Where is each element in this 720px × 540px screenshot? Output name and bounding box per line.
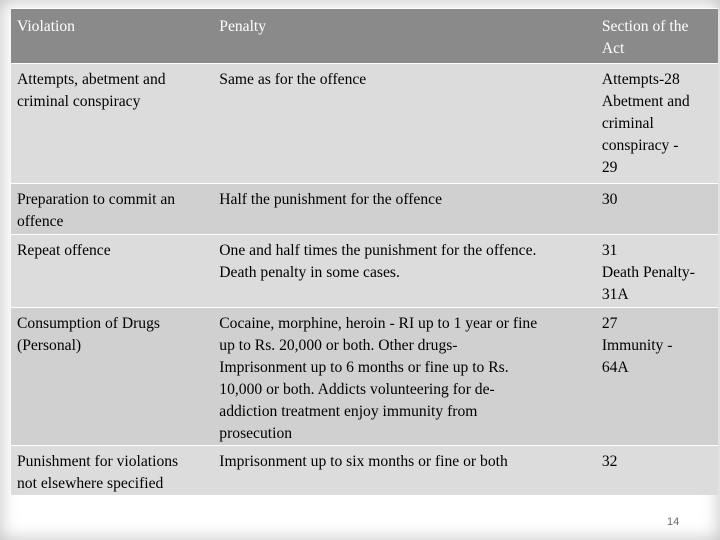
violation-text: Consumption of Drugs (Personal) [17,315,160,354]
section-text: 32 [601,453,618,470]
section-cell [596,234,718,307]
penalty-cell [213,63,596,183]
section-text: 31 Death Penalty- 31A [601,242,695,303]
header-violation-label: Violation [17,18,75,35]
section-text: 27 Immunity - 64A [601,315,673,376]
section-text: Attempts-28 Abetment and criminal conspiracy - 29 [601,71,690,176]
penalty-text: Cocaine, morphine, heroin - RI up to 1 year or fine up to Rs. 20,000 or both. Other drugs- Imprisonment up to 6 months or fine up to Rs. 10,000 or both. Addicts volunteering for de- addiction treatment enjoy immunity from prosecution [219,315,538,442]
table-row [11,183,718,234]
header-section-label: Section of the Act [601,18,689,57]
section-cell [596,183,718,234]
section-cell [596,63,718,183]
section-text: 30 [601,191,618,208]
section-cell [596,307,718,445]
header-section [596,8,718,63]
violation-cell [11,183,213,234]
table-row [11,445,718,495]
penalty-text: Imprisonment up to six months or fine or both [219,453,508,470]
penalty-text: One and half times the punishment for the offence. Death penalty in some cases. [219,242,537,281]
violation-text: Preparation to commit an offence [17,191,176,230]
header-penalty-label: Penalty [219,18,267,35]
section-cell [596,445,718,495]
table-row [11,234,718,307]
page-number: 14 [667,516,680,528]
violation-cell [11,63,213,183]
penalty-text: Half the punishment for the offence [219,191,442,208]
violation-text: Repeat offence [17,242,111,259]
table-header-row [11,8,718,63]
violation-cell [11,445,213,495]
violation-text: Punishment for violations not elsewhere specified [17,453,179,492]
penalty-cell [213,234,596,307]
penalty-cell [213,307,596,445]
violation-text: Attempts, abetment and criminal conspiracy [17,71,166,110]
violation-cell [11,307,213,445]
violation-cell [11,234,213,307]
header-penalty [213,8,596,63]
table-row [11,307,718,445]
header-violation [11,8,213,63]
penalties-table [11,8,718,495]
table-row [11,63,718,183]
penalty-text: Same as for the offence [219,71,367,88]
penalty-cell [213,183,596,234]
penalty-cell [213,445,596,495]
